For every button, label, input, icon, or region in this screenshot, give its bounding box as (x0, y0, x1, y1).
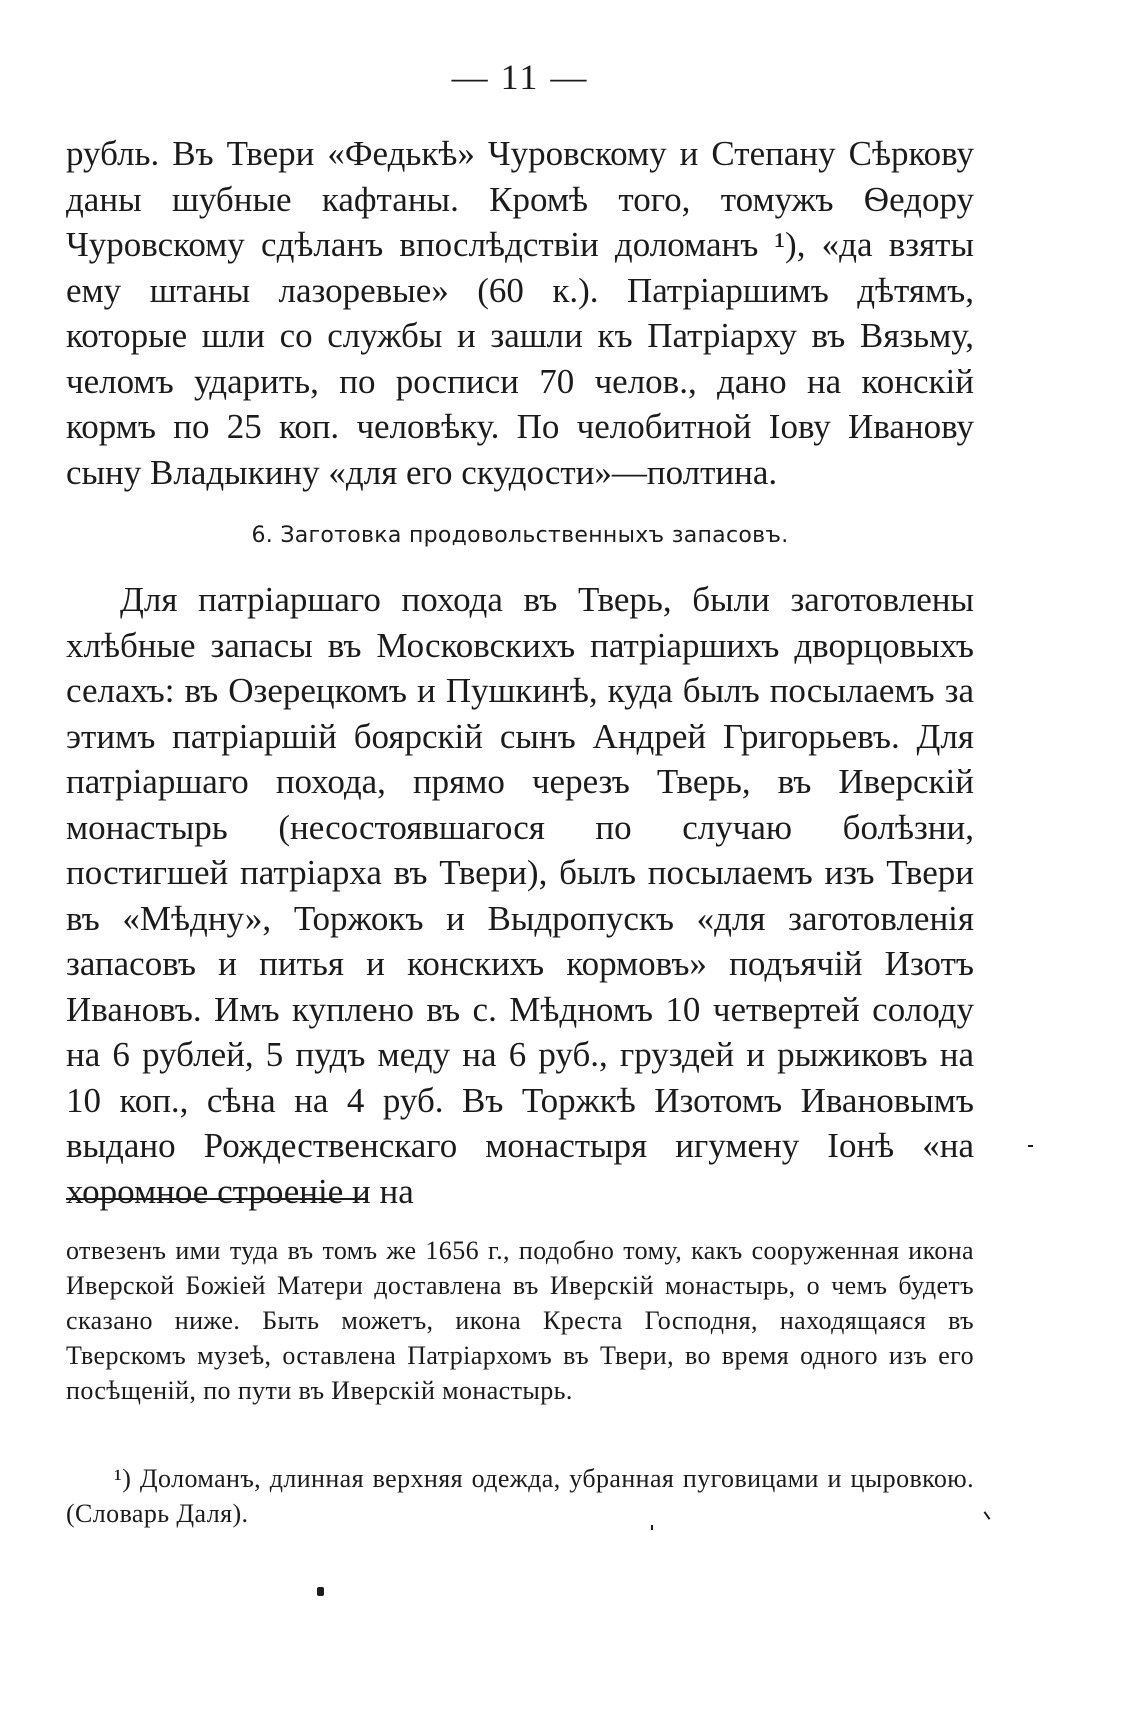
paragraph-main: Для патріаршаго похода въ Тверь, были заготовлены хлѣбные запасы въ Московскихъ патріаршихъ дворцовыхъ селахъ: въ Озерецкомъ и Пушкинѣ, куда былъ посылаемъ за этимъ патріаршій боярскій сынъ Андрей Григорьевъ. Для патріаршаго похода, прямо черезъ Тверь, въ Иверскій монастырь (несостоявшагося по случаю болѣзни, постигшей патріарха въ Твери), былъ посылаемъ изъ Твери въ «Мѣдну», Торжокъ и Выдропускъ «для заготовленія запасовъ и питья и конскихъ кормовъ» подъячій Изотъ Ивановъ. Имъ куплено въ с. Мѣдномъ 10 четвертей солоду на 6 рублей, 5 пудъ меду на 6 руб., груздей и рыжиковъ на 10 коп., сѣна на 4 руб. Въ Торжкѣ Изотомъ Ивановымъ выдано Рождественскаго монастыря игумену Іонѣ «на хоромное строеніе и на (66, 580, 974, 1211)
page-number: — 11 — (451, 57, 589, 97)
footnote-divider (66, 1198, 368, 1200)
section-heading: 6. Заготовка продовольственныхъ запасовъ. (251, 523, 789, 548)
footnote-continued: отвезенъ ими туда въ томъ же 1656 г., подобно тому, какъ сооруженная икона Иверской Божіей Матери доставлена въ Иверскій монастырь, о чемъ будетъ сказано ниже. Быть можетъ, икона Креста Господня, находящаяся въ Тверскомъ музеѣ, оставлена Патріархомъ въ Твери, во время одного изъ его посѣщеній, по пути въ Иверскій монастырь. (66, 1236, 974, 1405)
print-speck (651, 1525, 653, 1530)
print-speck (984, 1511, 991, 1520)
paragraph-continuation: рубль. Въ Твери «Федькѣ» Чуровскому и Степану Сѣркову даны шубные кафтаны. Кромѣ того, томужъ Ѳедору Чуровскому сдѣланъ впослѣдствіи доломанъ ¹), «да взяты ему штаны лазоревые» (60 к.). Патріаршимъ дѣтямъ, которые шли со службы и зашли къ Патріарху въ Вязьму, челомъ ударить, по росписи 70 челов., дано на конскій кормъ по 25 коп. человѣку. По челобитной Іову Иванову сыну Владыкину «для его скудости»—полтина. (66, 134, 974, 492)
footnote-1-marker: ¹) (114, 1464, 132, 1493)
footnote-1-text: Доломанъ, длинная верхняя одежда, убранная пуговицами и цыровкою. (Словарь Даля). (66, 1464, 974, 1528)
footnote-1 (66, 1461, 974, 1531)
print-speck (1028, 1145, 1033, 1147)
print-speck (317, 1587, 324, 1596)
